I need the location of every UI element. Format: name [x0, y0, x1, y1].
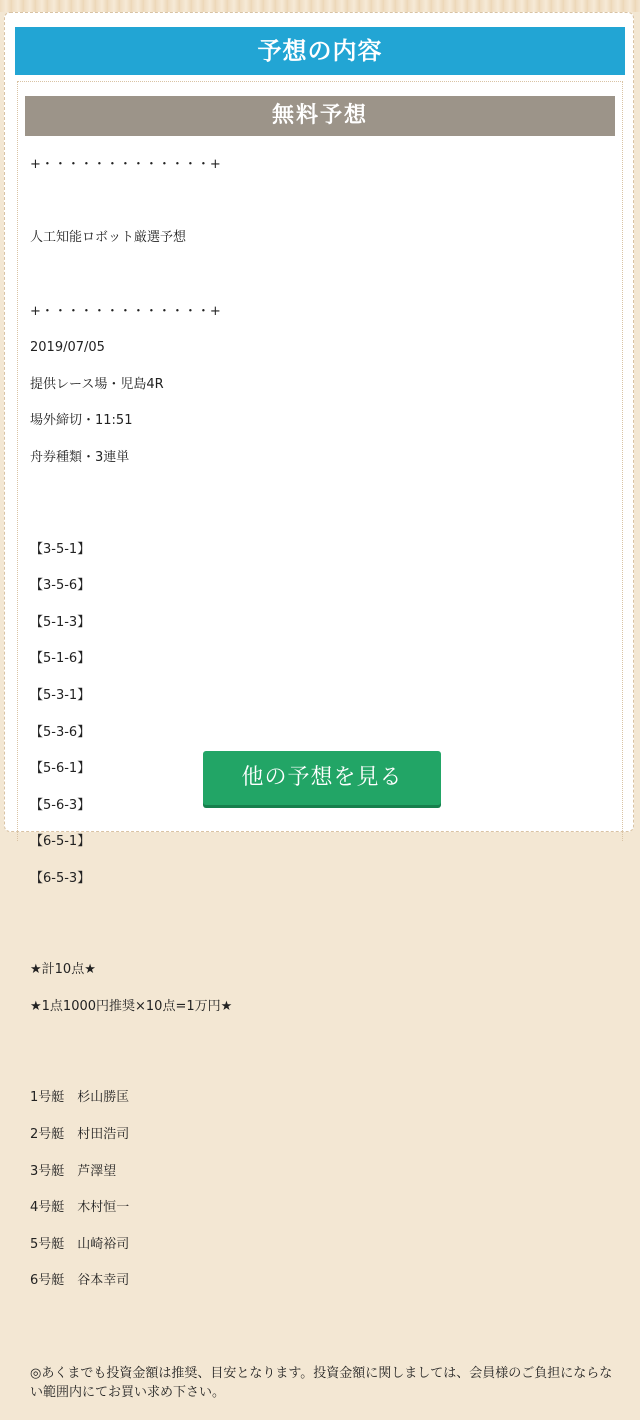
separator-top: +・・・・・・・・・・・・・+ — [30, 157, 221, 173]
racer-item: 5号艇 山崎裕司 — [30, 1236, 130, 1252]
ticket-type: 舟券種類・3連単 — [30, 450, 130, 466]
separator-bottom: +・・・・・・・・・・・・・+ — [30, 303, 221, 319]
headline: 人工知能ロボット厳選予想 — [30, 230, 187, 246]
pick-list — [30, 522, 614, 906]
total-points: ★計10点★ — [30, 962, 96, 978]
pick-item: 【5-6-3】 — [30, 797, 91, 813]
racer-list — [30, 1071, 614, 1309]
racer-item: 3号艇 芦澤望 — [30, 1163, 117, 1179]
racer-item: 1号艇 杉山勝匡 — [30, 1090, 130, 1106]
prediction-card — [4, 12, 634, 1400]
top-decorative-strip — [0, 0, 640, 12]
race-date: 2019/07/05 — [30, 340, 105, 356]
pick-item: 【5-1-6】 — [30, 651, 91, 667]
pick-item: 【6-5-1】 — [30, 834, 91, 850]
pick-item: 【3-5-6】 — [30, 578, 91, 594]
pick-item: 【5-1-3】 — [30, 614, 91, 630]
race-deadline: 場外締切・11:51 — [30, 413, 133, 429]
section-title: 予想の内容 — [15, 27, 625, 75]
racer-item: 6号艇 谷本幸司 — [30, 1273, 130, 1289]
pick-item: 【5-6-1】 — [30, 761, 91, 777]
investment-note: ◎あくまでも投資金額は推奨、目安となります。投資金額に関しましては、会員様のご負担にならない範囲内にてお買い求め下さい。 — [30, 1365, 613, 1400]
pick-item: 【3-5-1】 — [30, 541, 91, 557]
pick-item: 【5-3-6】 — [30, 724, 91, 740]
free-prediction-panel — [17, 81, 623, 1400]
panel-title: 無料予想 — [25, 96, 615, 136]
pick-item: 【6-5-3】 — [30, 870, 91, 886]
racer-item: 2号艇 村田浩司 — [30, 1127, 130, 1143]
racer-item: 4号艇 木村恒一 — [30, 1200, 130, 1216]
pick-item: 【5-3-1】 — [30, 687, 91, 703]
bet-recommendation: ★1点1000円推奨×10点=1万円★ — [30, 998, 233, 1014]
see-other-predictions-button[interactable]: 他の予想を見る — [203, 751, 441, 805]
race-venue: 提供レース場・児島4R — [30, 376, 164, 392]
